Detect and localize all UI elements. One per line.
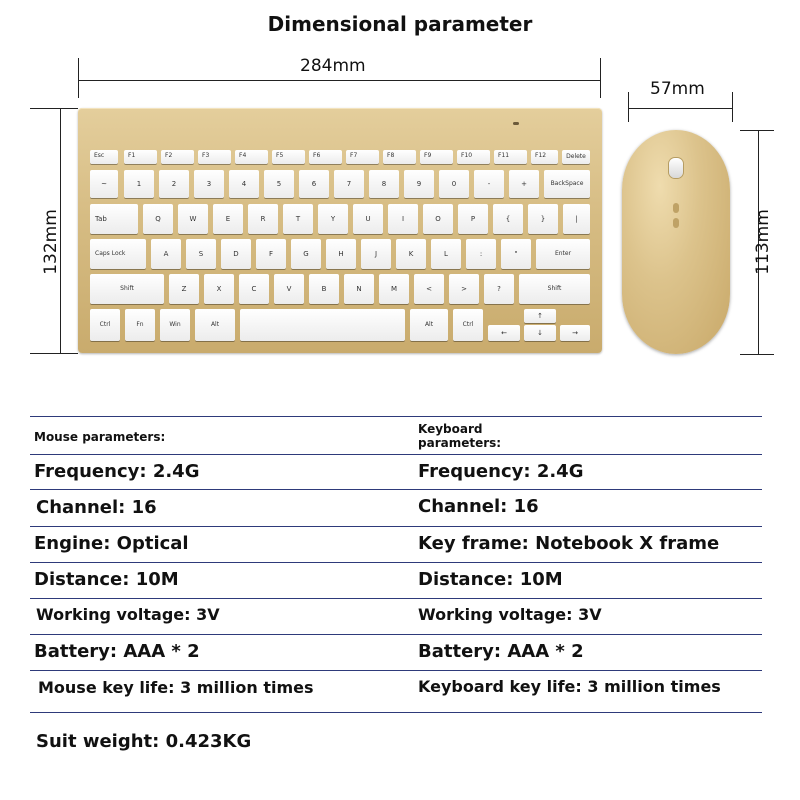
mouse-battery: Battery: AAA * 2 [34, 641, 200, 662]
key-f: F [256, 239, 286, 269]
key-tab: Tab [90, 204, 138, 234]
mouse-width-label: 57mm [650, 79, 705, 99]
key-f4: F4 [235, 150, 268, 164]
mouse-engine: Engine: Optical [34, 533, 189, 554]
key-j: J [361, 239, 391, 269]
mouse-distance: Distance: 10M [34, 569, 179, 590]
key-f11: F11 [494, 150, 527, 164]
suit-weight: Suit weight: 0.423KG [36, 731, 252, 752]
page-title: Dimensional parameter [267, 12, 533, 36]
key-p: P [458, 204, 488, 234]
key-x: X [204, 274, 234, 304]
key-f7: F7 [346, 150, 379, 164]
key-8: 8 [369, 170, 399, 198]
key-l: L [431, 239, 461, 269]
key-colon: : [466, 239, 496, 269]
key-f5: F5 [272, 150, 305, 164]
key-o: O [423, 204, 453, 234]
key-f8: F8 [383, 150, 416, 164]
key-left-alt: Alt [195, 309, 235, 341]
key-k: K [396, 239, 426, 269]
key-fn: Fn [125, 309, 155, 341]
key-5: 5 [264, 170, 294, 198]
key-f9: F9 [420, 150, 453, 164]
key-s: S [186, 239, 216, 269]
key-c: C [239, 274, 269, 304]
mouse-params-header: Mouse parameters: [34, 430, 166, 444]
key-9: 9 [404, 170, 434, 198]
key-v: V [274, 274, 304, 304]
key-minus: - [474, 170, 504, 198]
key-right-brace: } [528, 204, 558, 234]
key-right-alt: Alt [410, 309, 448, 341]
key-1: 1 [124, 170, 154, 198]
key-e: E [213, 204, 243, 234]
key-g: G [291, 239, 321, 269]
key-right-ctrl: Ctrl [453, 309, 483, 341]
key-quote: " [501, 239, 531, 269]
keyboard-params-header-line1: Keyboard [418, 422, 483, 436]
key-w: W [178, 204, 208, 234]
key-left-ctrl: Ctrl [90, 309, 120, 341]
keyboard-indicator-light [513, 122, 519, 125]
keyboard-working-voltage: Working voltage: 3V [418, 605, 602, 624]
keyboard-channel: Channel: 16 [418, 496, 539, 517]
arrow-right-icon: → [560, 325, 590, 341]
key-plus: + [509, 170, 539, 198]
key-f12: F12 [531, 150, 558, 164]
key-f2: F2 [161, 150, 194, 164]
key-y: Y [318, 204, 348, 234]
keyboard-frequency: Frequency: 2.4G [418, 461, 584, 482]
key-d: D [221, 239, 251, 269]
key-delete: Delete [562, 150, 590, 164]
keyboard-width-label: 284mm [300, 56, 366, 76]
mouse-height-label: 113mm [752, 209, 773, 275]
windows-logo-icon: Win [160, 309, 190, 341]
key-z: Z [169, 274, 199, 304]
key-q: Q [143, 204, 173, 234]
keyboard-height-label: 132mm [40, 209, 61, 275]
key-3: 3 [194, 170, 224, 198]
key-question: ? [484, 274, 514, 304]
key-caps-lock: Caps Lock [90, 239, 146, 269]
arrow-left-icon: ← [488, 325, 520, 341]
key-pipe: | [563, 204, 590, 234]
key-i: I [388, 204, 418, 234]
mouse-side-button [673, 218, 679, 228]
key-6: 6 [299, 170, 329, 198]
key-backspace: BackSpace [544, 170, 590, 198]
key-a: A [151, 239, 181, 269]
mouse-key-life: Mouse key life: 3 million times [38, 678, 314, 697]
key-2: 2 [159, 170, 189, 198]
key-esc: Esc [90, 150, 118, 164]
arrow-down-icon: ↓ [524, 325, 556, 341]
key-f3: F3 [198, 150, 231, 164]
key-4: 4 [229, 170, 259, 198]
key-t: T [283, 204, 313, 234]
key-enter: Enter [536, 239, 590, 269]
key-space [240, 309, 405, 341]
keyboard-params-header-line2: parameters: [418, 436, 502, 450]
key-left-brace: { [493, 204, 523, 234]
key-left-shift: Shift [90, 274, 164, 304]
mouse-channel: Channel: 16 [36, 497, 157, 518]
key-h: H [326, 239, 356, 269]
key-right-shift: Shift [519, 274, 590, 304]
key-tilde: ~ [90, 170, 118, 198]
key-m: M [379, 274, 409, 304]
arrow-up-icon: ↑ [524, 309, 556, 323]
key-f1: F1 [124, 150, 157, 164]
key-0: 0 [439, 170, 469, 198]
key-less-than: < [414, 274, 444, 304]
keyboard-distance: Distance: 10M [418, 569, 563, 590]
key-r: R [248, 204, 278, 234]
keyboard-battery: Battery: AAA * 2 [418, 641, 584, 662]
mouse-scroll-wheel [669, 158, 683, 178]
key-7: 7 [334, 170, 364, 198]
mouse-working-voltage: Working voltage: 3V [36, 605, 220, 624]
mouse-frequency: Frequency: 2.4G [34, 461, 200, 482]
key-b: B [309, 274, 339, 304]
keyboard-key-frame: Key frame: Notebook X frame [418, 533, 720, 554]
keyboard-key-life: Keyboard key life: 3 million times [418, 677, 721, 696]
key-f6: F6 [309, 150, 342, 164]
mouse-dpi-button [673, 203, 679, 213]
key-f10: F10 [457, 150, 490, 164]
key-n: N [344, 274, 374, 304]
key-greater-than: > [449, 274, 479, 304]
key-u: U [353, 204, 383, 234]
